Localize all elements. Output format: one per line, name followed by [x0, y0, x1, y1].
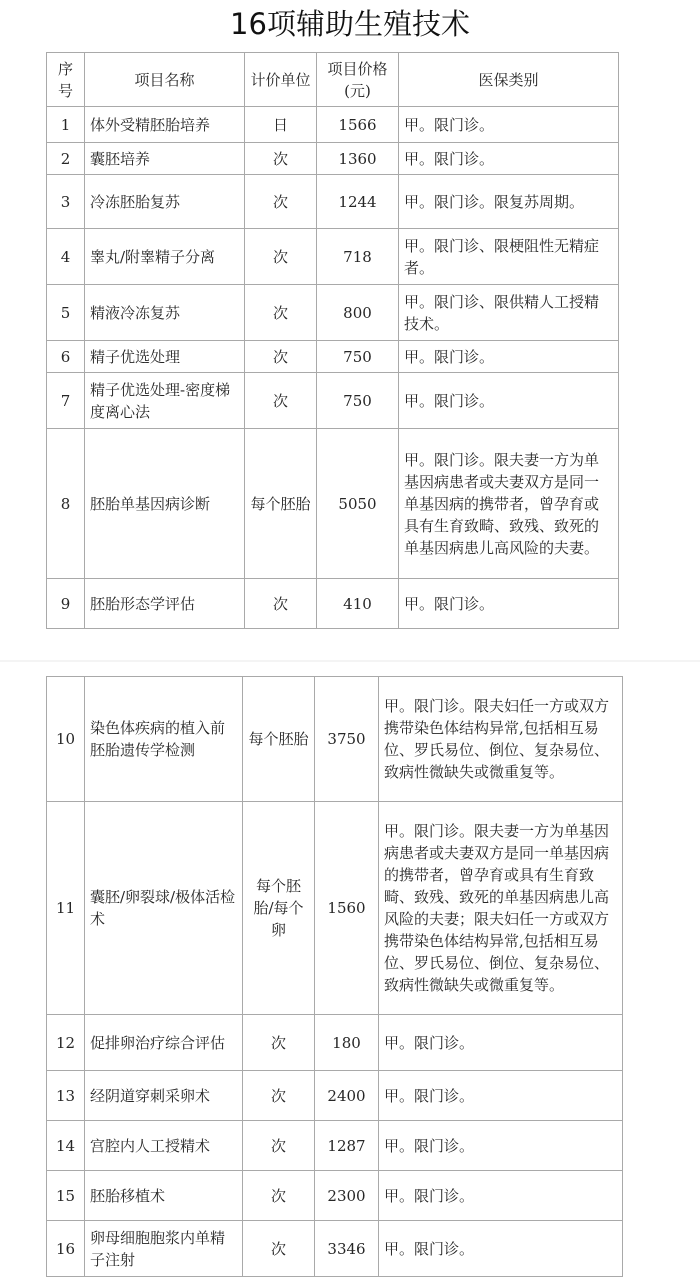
table-row [47, 341, 619, 373]
item-price: 2300 [315, 1171, 379, 1221]
table-row [47, 1221, 623, 1277]
item-name: 体外受精胚胎培养 [85, 107, 245, 143]
pricing-unit: 次 [245, 579, 317, 629]
pricing-unit: 次 [245, 285, 317, 341]
insurance-category: 甲。限门诊。 [379, 1121, 623, 1171]
header-price: 项目价格(元) [317, 53, 399, 107]
item-price: 1560 [315, 802, 379, 1015]
item-price: 410 [317, 579, 399, 629]
page-title: 16项辅助生殖技术 [230, 7, 470, 41]
pricing-table-part-1 [46, 52, 619, 629]
row-number: 2 [47, 143, 85, 175]
insurance-category: 甲。限门诊。 [399, 341, 619, 373]
item-name: 经阴道穿刺采卵术 [85, 1071, 243, 1121]
insurance-category: 甲。限门诊。 [399, 579, 619, 629]
item-price: 180 [315, 1015, 379, 1071]
insurance-category: 甲。限门诊。 [399, 107, 619, 143]
item-name: 冷冻胚胎复苏 [85, 175, 245, 229]
row-number: 10 [47, 677, 85, 802]
row-number: 7 [47, 373, 85, 429]
row-number: 4 [47, 229, 85, 285]
table-row [47, 579, 619, 629]
row-number: 16 [47, 1221, 85, 1277]
item-name: 胚胎移植术 [85, 1171, 243, 1221]
item-price: 1244 [317, 175, 399, 229]
header-insurance: 医保类别 [399, 53, 619, 107]
item-price: 3346 [315, 1221, 379, 1277]
table-row [47, 1171, 623, 1221]
pricing-table-part-2 [46, 676, 623, 1277]
item-price: 718 [317, 229, 399, 285]
item-name: 宫腔内人工授精术 [85, 1121, 243, 1171]
pricing-unit: 次 [245, 373, 317, 429]
item-name: 囊胚/卵裂球/极体活检术 [85, 802, 243, 1015]
item-price: 1287 [315, 1121, 379, 1171]
row-number: 3 [47, 175, 85, 229]
table-row [47, 229, 619, 285]
table-row [47, 107, 619, 143]
header-name: 项目名称 [85, 53, 245, 107]
insurance-category: 甲。限门诊。 [399, 373, 619, 429]
row-number: 11 [47, 802, 85, 1015]
insurance-category: 甲。限门诊。 [399, 143, 619, 175]
row-number: 14 [47, 1121, 85, 1171]
table-header-row [47, 53, 619, 107]
item-name: 促排卵治疗综合评估 [85, 1015, 243, 1071]
item-name: 精液冷冻复苏 [85, 285, 245, 341]
item-name: 染色体疾病的植入前胚胎遗传学检测 [85, 677, 243, 802]
item-name: 胚胎单基因病诊断 [85, 429, 245, 579]
pricing-unit: 每个胚胎/每个卵 [243, 802, 315, 1015]
table-row [47, 373, 619, 429]
header-no: 序号 [47, 53, 85, 107]
page-divider [0, 660, 700, 662]
item-price: 3750 [315, 677, 379, 802]
table-row [47, 677, 623, 802]
pricing-unit: 次 [245, 341, 317, 373]
insurance-category: 甲。限门诊、限梗阻性无精症者。 [399, 229, 619, 285]
item-price: 750 [317, 341, 399, 373]
item-price: 5050 [317, 429, 399, 579]
item-price: 1566 [317, 107, 399, 143]
row-number: 13 [47, 1071, 85, 1121]
pricing-unit: 每个胚胎 [243, 677, 315, 802]
table-body-1 [47, 107, 619, 629]
pricing-unit: 每个胚胎 [245, 429, 317, 579]
pricing-unit: 次 [245, 175, 317, 229]
pricing-unit: 次 [243, 1221, 315, 1277]
row-number: 6 [47, 341, 85, 373]
header-unit: 计价单位 [245, 53, 317, 107]
table-row [47, 802, 623, 1015]
insurance-category: 甲。限门诊。 [379, 1071, 623, 1121]
pricing-unit: 日 [245, 107, 317, 143]
item-price: 800 [317, 285, 399, 341]
table-row [47, 175, 619, 229]
table-row [47, 143, 619, 175]
row-number: 15 [47, 1171, 85, 1221]
insurance-category: 甲。限门诊。限夫妻一方为单基因病患者或夫妻双方是同一单基因病的携带者，曾孕育或具有生育致畸、致残、致死的单基因病患儿高风险的夫妻。 [399, 429, 619, 579]
table-row [47, 285, 619, 341]
item-name: 睾丸/附睾精子分离 [85, 229, 245, 285]
row-number: 8 [47, 429, 85, 579]
row-number: 1 [47, 107, 85, 143]
item-price: 1360 [317, 143, 399, 175]
pricing-unit: 次 [243, 1071, 315, 1121]
item-name: 精子优选处理 [85, 341, 245, 373]
pricing-unit: 次 [243, 1121, 315, 1171]
item-name: 精子优选处理-密度梯度离心法 [85, 373, 245, 429]
pricing-unit: 次 [245, 229, 317, 285]
table-row [47, 429, 619, 579]
insurance-category: 甲。限门诊。限复苏周期。 [399, 175, 619, 229]
row-number: 12 [47, 1015, 85, 1071]
table-body-2 [47, 677, 623, 1277]
item-name: 胚胎形态学评估 [85, 579, 245, 629]
item-name: 卵母细胞胞浆内单精子注射 [85, 1221, 243, 1277]
table-row [47, 1015, 623, 1071]
insurance-category: 甲。限门诊。 [379, 1015, 623, 1071]
item-price: 2400 [315, 1071, 379, 1121]
pricing-unit: 次 [243, 1015, 315, 1071]
pricing-unit: 次 [245, 143, 317, 175]
pricing-unit: 次 [243, 1171, 315, 1221]
row-number: 9 [47, 579, 85, 629]
row-number: 5 [47, 285, 85, 341]
table-row [47, 1071, 623, 1121]
table-row [47, 1121, 623, 1171]
insurance-category: 甲。限门诊。 [379, 1171, 623, 1221]
item-name: 囊胚培养 [85, 143, 245, 175]
insurance-category: 甲。限门诊。限夫妇任一方或双方携带染色体结构异常,包括相互易位、罗氏易位、倒位、复杂易位、致病性微缺失或微重复等。 [379, 677, 623, 802]
insurance-category: 甲。限门诊。 [379, 1221, 623, 1277]
insurance-category: 甲。限门诊、限供精人工授精技术。 [399, 285, 619, 341]
insurance-category: 甲。限门诊。限夫妻一方为单基因病患者或夫妻双方是同一单基因病的携带者，曾孕育或具有生育致畸、致残、致死的单基因病患儿高风险的夫妻；限夫妇任一方或双方携带染色体结构异常,包括相互易位、罗氏易位、倒位、复杂易位、致病性微缺失或微重复等。 [379, 802, 623, 1015]
item-price: 750 [317, 373, 399, 429]
